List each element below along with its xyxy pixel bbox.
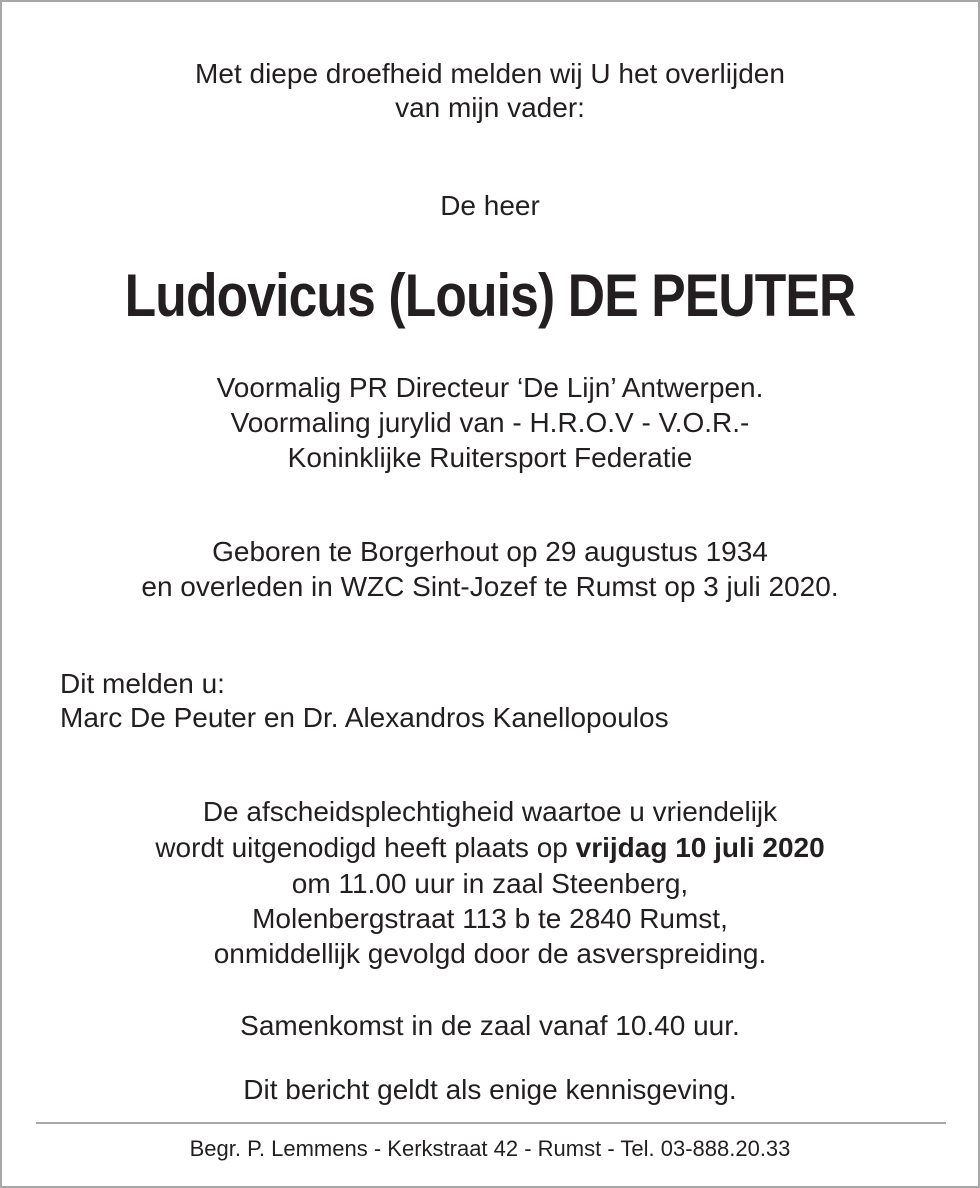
death-line: en overleden in WZC Sint-Jozef te Rumst op 3 juli 2020. [141, 571, 839, 602]
announcers-names: Marc De Peuter en Dr. Alexandros Kanellopoulos [60, 702, 669, 733]
gathering-line: Samenkomst in de zaal vanaf 10.40 uur. [240, 1010, 740, 1041]
title-line-3: Koninklijke Ruitersport Federatie [287, 442, 693, 473]
ceremony-date: vrijdag 10 juli 2020 [575, 832, 825, 863]
title-line-2: Voormaling jurylid van - H.R.O.V - V.O.R.- [230, 407, 750, 438]
ceremony-line-2-text: wordt uitgenodigd heeft plaats op [155, 832, 576, 863]
ceremony-line-4: Molenbergstraat 113 b te 2840 Rumst, [252, 903, 728, 934]
notice-line: Dit bericht geldt als enige kennisgeving. [243, 1074, 737, 1105]
footer-divider [36, 1122, 946, 1124]
deceased-name: Ludovicus (Louis) DE PEUTER [124, 262, 856, 329]
title-line-1: Voormalig PR Directeur ‘De Lijn’ Antwerpen. [216, 372, 764, 403]
intro-line-2: van mijn vader: [395, 92, 585, 123]
birth-line: Geboren te Borgerhout op 29 augustus 1934 [212, 536, 768, 567]
announcers-heading: Dit melden u: [60, 668, 225, 699]
ceremony-line-5: onmiddellijk gevolgd door de asverspreiding. [213, 938, 767, 969]
ceremony-line-1: De afscheidsplechtigheid waartoe u vriendelijk [202, 796, 778, 827]
ceremony-line-3: om 11.00 uur in zaal Steenberg, [291, 868, 689, 899]
funeral-home-footer: Begr. P. Lemmens - Kerkstraat 42 - Rumst - Tel. 03-888.20.33 [189, 1136, 791, 1161]
intro-line-1: Met diepe droefheid melden wij U het overlijden [195, 58, 785, 89]
salutation: De heer [440, 190, 540, 221]
ceremony-line-2 [2, 832, 978, 864]
